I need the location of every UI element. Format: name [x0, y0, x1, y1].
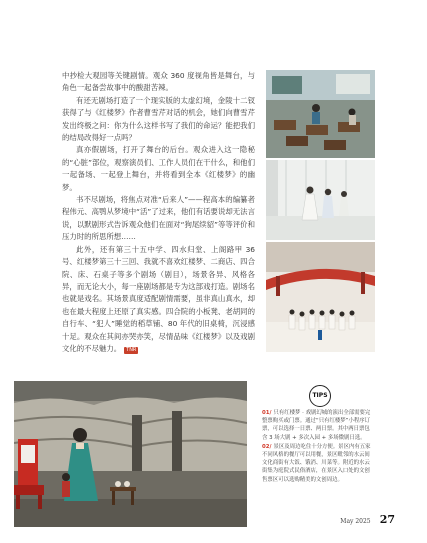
page-footer	[340, 508, 395, 527]
tip-number-1: 01/	[262, 410, 272, 416]
paragraph-2: 有还无剧场打造了一个现实版的太虚幻境，金陵十二钗获得了与《红楼梦》作者曹雪芹对话的机会，她们向曹雪芹发出终极之问：你为什么这样书写了我们的命运？能把我们的结局改得好一点吗？	[62, 95, 255, 143]
tip-number-2: 02/	[262, 443, 272, 450]
classroom-stage-photo	[266, 70, 375, 158]
tip-item-1	[262, 409, 375, 442]
paragraph-5-text: 此外，还有第三十五中学、四水归堂、上阁路甲 36 号、红楼梦第三十三回、我就不喜欢红楼梦、二商店、四合院、床、石桌子等多个剧场（剧目），场景各异、风格各异，而无论大小，每一座剧场都是专为这部戏打造。剧场名也就是戏名。其场景真度适配剧情需要，虽非真山真水，却也在最大程度上还原了真实感。四合院的小板凳、老胡同的自行车、“犯人”睡觉的稻草铺、80 年代的旧桌椅，沉浸感十足。观众在其间亦哭亦笑，尽情品味《红楼梦》以及戏剧文化的不尽魅力。	[62, 244, 255, 353]
classroom-stage-illustration	[266, 70, 375, 158]
tip-item-2	[262, 443, 375, 484]
paragraph-3: 真亦假剧场，打开了舞台的后台。观众进入这一隐秘的“心脏”部位，观察演员们、工作人员们在干什么，和他们一起备场、一起登上舞台，并将看到全本《红楼梦》的幽梦。	[62, 145, 255, 192]
paragraph-1: 中抄检大观园等关键剧情。观众 360 度视角皆是舞台，与角色一起备尝故事中的酸甜苦辣。	[62, 71, 255, 93]
courtyard-wall-performer-photo	[14, 381, 247, 527]
tips-box	[262, 385, 375, 515]
end-mark: TNR	[126, 346, 137, 353]
courtyard-wall-illustration	[14, 381, 247, 527]
white-stage-performers-photo	[266, 160, 375, 240]
article-body	[62, 70, 255, 355]
tips-badge: TIPS	[309, 385, 331, 407]
paragraph-4: 书不尽剧场，将焦点对准“后来人”——程高本的编纂者程伟元、高鹗从梦境中“活”了过来，他们有话要说却无法言说，以默剧形式告诉观众他们在面对“狗尾续貂”等等评价和压力时的所思所想……	[62, 195, 255, 242]
issue-date: May 2025	[340, 518, 371, 525]
paragraph-5	[62, 244, 255, 356]
tip-text-1: 只有红楼梦 · 戏剧幻城的演出全部需要完整票购买或门票。通过“只有红楼梦”小程序订票，可以选择一日票、两日票。其中两日票包含 3 场大剧 + 多次入园 + 多场微剧日选。	[262, 410, 371, 441]
tip-text-2: 景区及周边吃住十分方便。景区内有五家不同风格的餐厅可以用餐，景区毗邻的水云间文化商街有大饭、饿消、川菜等。附近的水云街集为庭院式民俗酒店，在景区入口处的文创售票区可以选购精美的文创周边。	[262, 443, 371, 483]
red-beam-stage-illustration	[266, 242, 375, 352]
page-number: 27	[379, 513, 395, 526]
white-stage-illustration	[266, 160, 375, 240]
tips-body	[262, 409, 375, 485]
red-beam-stage-performers-photo	[266, 242, 375, 352]
